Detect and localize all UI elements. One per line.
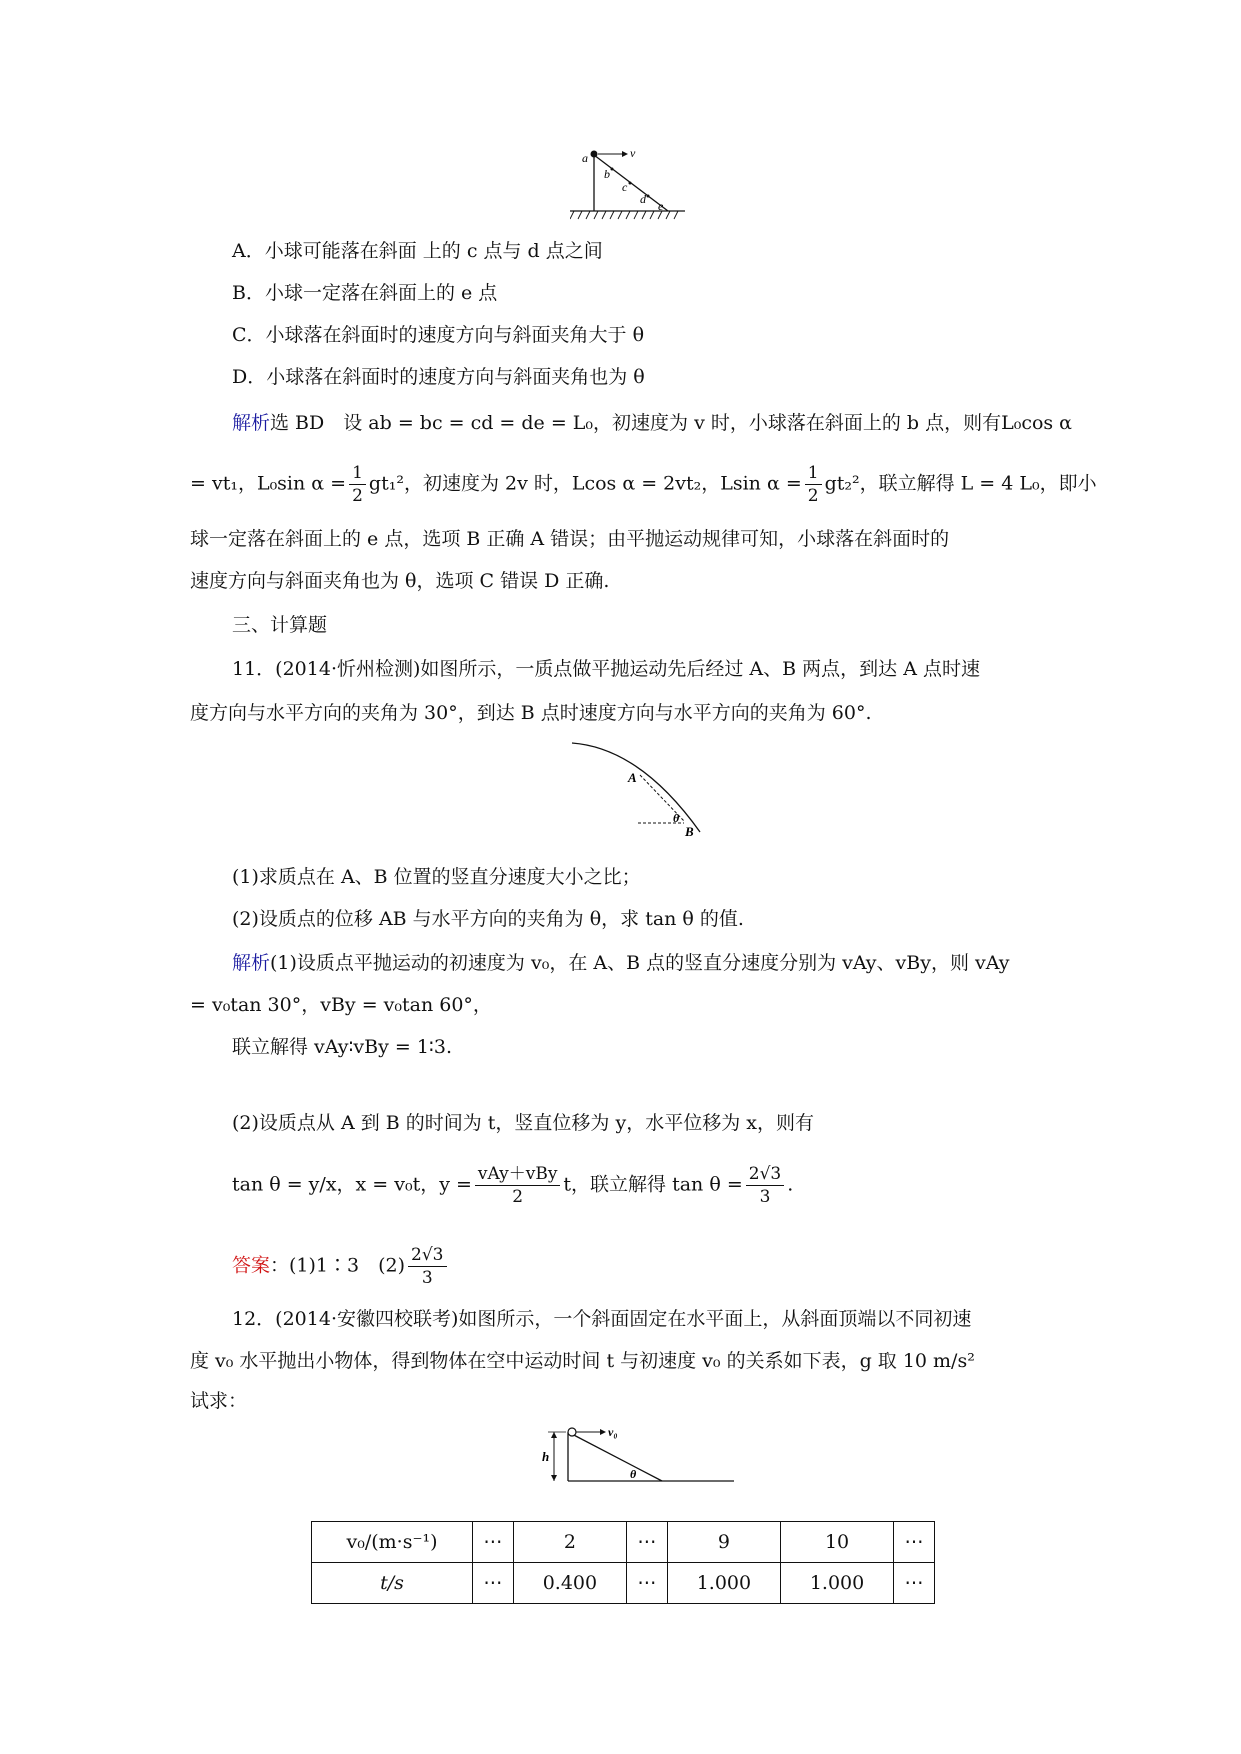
q12-line-2: 度 v₀ 水平抛出小物体，得到物体在空中运动时间 t 与初速度 v₀ 的关系如下表，g 取 10 m/s² [190, 1350, 975, 1372]
table-cell: v₀/(m·s⁻¹) [312, 1522, 473, 1563]
section-title: 三、计算题 [232, 614, 328, 636]
q11-solution-line-1: 解析(1)设质点平抛运动的初速度为 v₀，在 A、B 点的竖直分速度分别为 vAy、vBy，则 vAy [232, 952, 1010, 974]
q11-solution-equation: tan θ = y/x，x = v₀t，y = $\frac{\text{vAy＋vBy}}{2}$ t，联立解得 tan θ = $\frac{2√3}{3}$ . [232, 1164, 794, 1207]
q10-solution-line-1: 解析选 BD 设 ab = bc = cd = de = L₀，初速度为 v 时，小球落在斜面上的 b 点，则有L₀cos α [232, 412, 1073, 434]
table-cell: 10 [780, 1522, 893, 1563]
option-c: C．小球落在斜面时的速度方向与斜面夹角大于 θ [232, 324, 645, 346]
q11-solution-line-2: = v₀tan 30°，vBy = v₀tan 60°， [190, 994, 492, 1016]
projectile-figure [570, 740, 710, 840]
q10-solution-line-4: 速度方向与斜面夹角也为 θ，选项 C 错误 D 正确. [190, 570, 610, 592]
q12-line-3: 试求： [190, 1390, 248, 1412]
half-fraction: $\frac{1}{2}$ [805, 462, 822, 507]
table-cell: ⋯ [473, 1563, 514, 1604]
q11-solution-line-4: (2)设质点从 A 到 B 的时间为 t，竖直位移为 y，水平位移为 x，则有 [232, 1112, 814, 1134]
label-A: A [628, 770, 637, 785]
q11-line-2: 度方向与水平方向的夹角为 30°，到达 B 点时速度方向与水平方向的夹角为 60°. [190, 702, 872, 724]
label-h: h [542, 1449, 550, 1464]
table-cell: 1.000 [667, 1563, 780, 1604]
table-cell: 2 [513, 1522, 626, 1563]
tan-result-fraction: $\frac{2√3}{3}$ [746, 1163, 784, 1208]
q12-line-1: 12．(2014·安徽四校联考)如图所示，一个斜面固定在水平面上，从斜面顶端以不同初速 [232, 1308, 972, 1330]
solution-tag: 解析 [232, 952, 271, 974]
label-c: c [622, 180, 628, 194]
incline-figure-2 [538, 1424, 738, 1486]
label-B: B [685, 824, 694, 839]
table-cell: 1.000 [780, 1563, 893, 1604]
data-table [311, 1521, 935, 1604]
label-e: e [658, 199, 664, 213]
table-cell: ⋯ [626, 1522, 667, 1563]
option-b: B．小球一定落在斜面上的 e 点 [232, 282, 498, 304]
label-v: v [630, 146, 636, 160]
solution-tag: 解析 [232, 412, 271, 434]
label-v0: v₀ [608, 1425, 618, 1439]
q11-sub-1: (1)求质点在 A、B 位置的竖直分速度大小之比； [232, 866, 641, 888]
q11-answer: 答案：(1)1∶3 (2) $\frac{2√3}{3}$ [232, 1244, 450, 1289]
label-a: a [582, 151, 588, 165]
q11-sub-2: (2)设质点的位移 AB 与水平方向的夹角为 θ，求 tan θ 的值. [232, 908, 744, 930]
answer-label: 答案 [232, 1254, 271, 1277]
option-d: D．小球落在斜面时的速度方向与斜面夹角也为 θ [232, 366, 645, 388]
q10-solution-line-2: = vt₁，L₀sin α = $\frac{1}{2}$ gt₁²，初速度为 2v 时，Lcos α = 2vt₂，Lsin α = $\frac{1}{2}$ gt₂²，联立解得 L = 4 L₀，即小 [190, 463, 1097, 506]
option-a: A．小球可能落在斜面 上的 c 点与 d 点之间 [232, 240, 603, 262]
q10-solution-line-3: 球一定落在斜面上的 e 点，选项 B 正确 A 错误；由平抛运动规律可知，小球落在斜面时的 [190, 528, 950, 550]
q11-solution-line-3: 联立解得 vAy∶vBy = 1∶3. [232, 1036, 452, 1058]
table-cell: ⋯ [894, 1563, 935, 1604]
incline-figure-1 [570, 145, 690, 223]
table-cell: t/s [312, 1563, 473, 1604]
label-d: d [640, 192, 646, 206]
q11-line-1: 11．(2014·忻州检测)如图所示，一质点做平抛运动先后经过 A、B 两点，到达 A 点时速 [232, 658, 980, 680]
table-cell: ⋯ [473, 1522, 514, 1563]
table-cell: 9 [667, 1522, 780, 1563]
table-cell: ⋯ [626, 1563, 667, 1604]
half-fraction: $\frac{1}{2}$ [349, 462, 366, 507]
table-cell: 0.400 [513, 1563, 626, 1604]
table-row [312, 1563, 935, 1604]
answer-fraction: $\frac{2√3}{3}$ [408, 1244, 446, 1289]
table-row [312, 1522, 935, 1563]
velocity-fraction: $\frac{\text{vAy＋vBy}}{2}$ [475, 1163, 561, 1208]
label-theta: θ [673, 811, 680, 825]
label-b: b [604, 167, 610, 181]
table-cell: ⋯ [894, 1522, 935, 1563]
label-theta: θ [630, 1467, 637, 1481]
